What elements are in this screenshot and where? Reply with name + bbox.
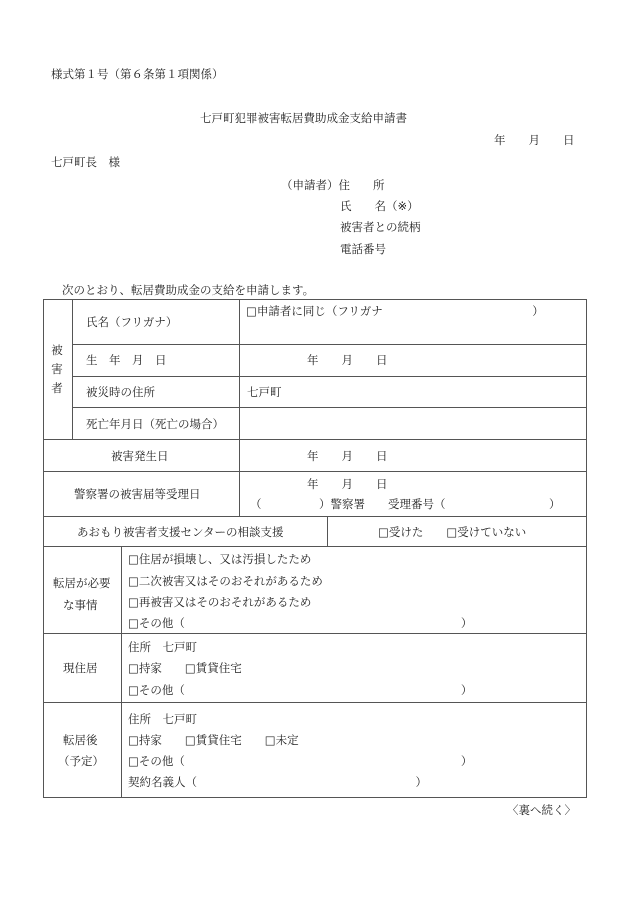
after-move-label-line2: （予定） <box>58 754 104 768</box>
victim-death-label: 死亡年月日（死亡の場合） <box>86 417 224 431</box>
reason-option[interactable]: □住居が損壊し、又は汚損したため <box>128 552 312 566</box>
after-other-option[interactable]: □その他（ ） <box>128 754 473 768</box>
row-divider <box>72 344 587 345</box>
incident-date-label: 被害発生日 <box>111 449 169 463</box>
row-divider <box>43 471 587 472</box>
form-number: 様式第１号（第６条第１項関係） <box>51 67 224 81</box>
contract-holder-field[interactable]: 契約名義人（ ） <box>128 775 427 789</box>
victim-name-value[interactable]: □申請者に同じ（フリガナ ） <box>246 304 544 318</box>
row-divider <box>72 407 587 408</box>
applicant-address-label: （申請者）住 所 <box>281 178 385 192</box>
reason-option-other[interactable]: □その他（ ） <box>128 616 473 630</box>
applicant-name-label: 氏 名（※） <box>340 199 419 213</box>
column-divider <box>239 299 240 516</box>
reason-option[interactable]: □再被害又はそのおそれがあるため <box>128 595 312 609</box>
date-line: 年 月 日 <box>494 133 575 147</box>
support-label: あおもり被害者支援センターの相談支援 <box>77 525 284 539</box>
column-divider <box>327 516 328 547</box>
row-divider <box>43 546 587 547</box>
table-border-bottom <box>43 797 587 798</box>
column-divider <box>121 546 122 798</box>
form-title: 七戸町犯罪被害転居費助成金支給申請書 <box>200 111 407 125</box>
victim-address-value[interactable]: 七戸町 <box>247 385 282 399</box>
row-divider <box>43 702 587 703</box>
applicant-phone-label: 電話番号 <box>340 242 386 256</box>
table-border-top <box>43 299 587 300</box>
addressee: 七戸町長 様 <box>51 155 120 169</box>
victim-birth-label: 生 年 月 日 <box>86 353 167 367</box>
police-detail-value[interactable]: （ ）警察署 受理番号（ ） <box>250 497 561 511</box>
victim-group-label: 被害者 <box>51 343 63 395</box>
row-divider <box>43 633 587 634</box>
support-options[interactable]: □受けた □受けていない <box>378 525 527 539</box>
after-type-options[interactable]: □持家 □賃貸住宅 □未定 <box>128 733 299 747</box>
column-divider <box>72 299 73 440</box>
after-address[interactable]: 住所 七戸町 <box>128 712 197 726</box>
row-divider <box>72 376 587 377</box>
table-border-right <box>586 299 587 798</box>
row-divider <box>43 439 587 440</box>
police-label: 警察署の被害届等受理日 <box>74 487 201 501</box>
current-address[interactable]: 住所 七戸町 <box>128 640 197 654</box>
current-other-option[interactable]: □その他（ ） <box>128 683 473 697</box>
current-type-options[interactable]: □持家 □賃貸住宅 <box>128 661 242 675</box>
intro-text: 次のとおり、転居費助成金の支給を申請します。 <box>62 283 315 297</box>
reason-label-line1: 転居が必要 <box>53 576 111 590</box>
reason-option[interactable]: □二次被害又はそのおそれがあるため <box>128 574 323 588</box>
after-move-label-line1: 転居後 <box>63 733 98 747</box>
victim-name-label: 氏名（フリガナ） <box>86 315 178 329</box>
victim-birth-value[interactable]: 年 月 日 <box>307 353 388 367</box>
police-date-value[interactable]: 年 月 日 <box>307 477 388 491</box>
row-divider <box>43 516 587 517</box>
incident-date-value[interactable]: 年 月 日 <box>307 449 388 463</box>
reason-label-line2: な事情 <box>63 598 98 612</box>
continued-on-back-note: 〈裏へ続く〉 <box>507 803 576 817</box>
victim-address-label: 被災時の住所 <box>86 385 155 399</box>
current-residence-label: 現住居 <box>63 661 98 675</box>
table-border-left <box>43 299 44 798</box>
applicant-relation-label: 被害者との続柄 <box>340 220 421 234</box>
